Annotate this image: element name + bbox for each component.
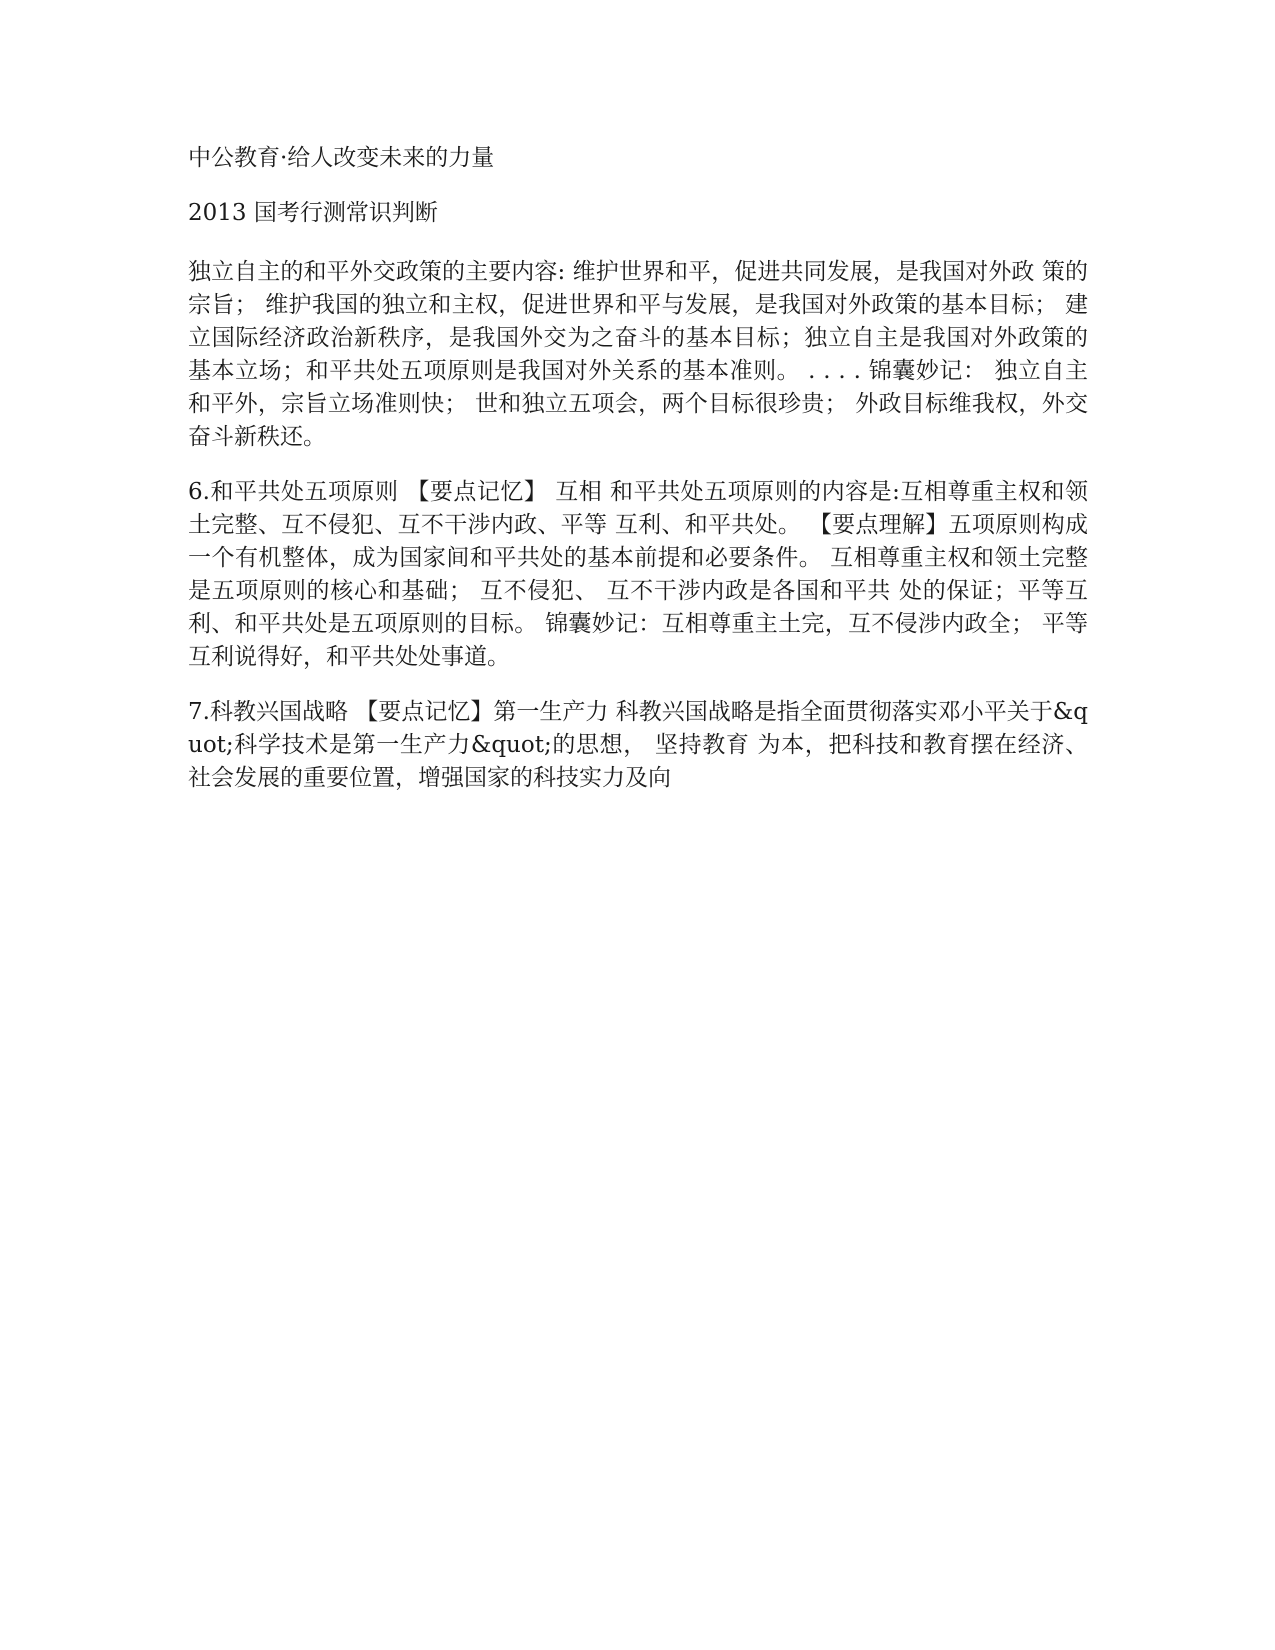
page-header: 中公教育·给人改变未来的力量	[188, 145, 495, 171]
paragraph-five-principles: 6.和平共处五项原则 【要点记忆】 互相 和平共处五项原则的内容是:互相尊重主权和领土完整、互不侵犯、互不干涉内政、平等 互利、和平共处。 【要点理解】五项原则构成一个有机整体，成为国家间和平共处的基本前提和必要条件。 互相尊重主权和领土完整是五项原则的核心和基础； 互不侵犯、 互不干涉内政是各国和平共 处的保证；平等互利、和平共处是五项原则的目标。 锦囊妙记：互相尊重主土完，互不侵涉内政全； 平等互利说得好，和平共处处事道。	[188, 479, 1088, 670]
paragraph-foreign-policy: 独立自主的和平外交政策的主要内容: 维护世界和平，促进共同发展，是我国对外政 策的宗旨； 维护我国的独立和主权，促进世界和平与发展，是我国对外政策的基本目标； 建立国际经济政治新秩序，是我国外交为之奋斗的基本目标；独立自主是我国对外政策的 基本立场；和平共处五项原则是我国对外关系的基本准则。 . . . . 锦囊妙记： 独立自主和平外，宗旨立场准则快； 世和独立五项会，两个目标很珍贵； 外政目标维我权，外交奋斗新秩还。	[188, 259, 1088, 450]
document-body	[188, 142, 1088, 817]
document-title: 2013 国考行测常识判断	[188, 200, 438, 226]
paragraph-science-education: 7.科教兴国战略 【要点记忆】第一生产力 科教兴国战略是指全面贯彻落实邓小平关于&quot;科学技术是第一生产力&quot;的思想， 坚持教育 为本，把科技和教育摆在经济、社会发展的重要位置，增强国家的科技实力及向	[188, 699, 1088, 791]
